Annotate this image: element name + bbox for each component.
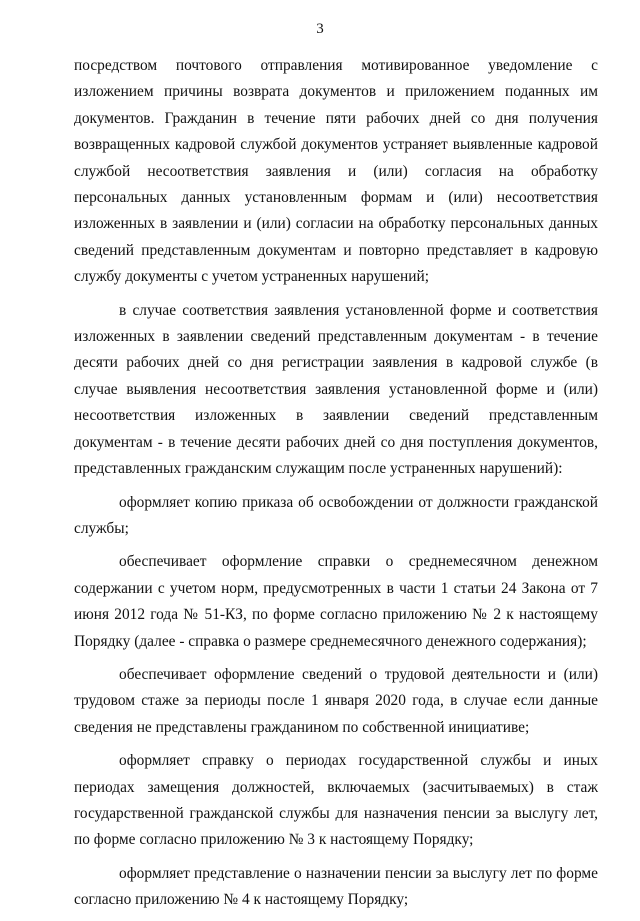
paragraph-service-periods-certificate: оформляет справку о периодах государственной службы и иных периодах замещения должностей, включаемых (засчитываемых) в стаж государственной гражданской службы для назначения пенсии за выслугу лет, по форме согласно приложению № 3 к настоящему Порядку; (74, 752, 598, 849)
paragraph-dismissal-order-copy: оформляет копию приказа об освобождении от должности гражданской службы; (74, 493, 598, 537)
document-body (74, 53, 598, 921)
paragraph-conformity-case: в случае соответствия заявления установленной форме и соответствия изложенных в заявлении сведений представленным документам - в течение десяти рабочих дней со дня регистрации заявления в кадровой службе (в случае выявления несоответствия заявления установленной форме и (или) несоответствия изложенных в заявлении сведений представленным документам - в течение десяти рабочих дней со дня поступления документов, представленных гражданским служащим после устраненных нарушений): (74, 301, 598, 478)
page-number: 3 (316, 21, 324, 37)
paragraph-pension-submission: оформляет представление о назначении пенсии за выслугу лет по форме согласно приложению № 4 к настоящему Порядку; (74, 864, 598, 909)
paragraph-work-history: обеспечивает оформление сведений о трудовой деятельности и (или) трудовом стаже за периоды после 1 января 2020 года, в случае если данные сведения не представлены гражданином по собственной инициативе; (74, 665, 598, 736)
paragraph-salary-certificate: обеспечивает оформление справки о среднемесячном денежном содержании с учетом норм, предусмотренных в части 1 статьи 24 Закона от 7 июня 2012 года № 51-КЗ, по форме согласно приложению № 2 к настоящему Порядку (далее - справка о размере среднемесячного денежного содержания); (74, 553, 598, 650)
paragraph-continuation: посредством почтового отправления мотивированное уведомление с изложением причины возврата документов и приложением поданных им документов. Гражданин в течение пяти рабочих дней со дня получения возвращенных кадровой службой документов устраняет выявленные кадровой службой несоответствия заявления и (или) согласия на обработку персональных данных установленным формам и (или) несоответствия изложенных в заявлении и (или) согласии на обработку персональных данных сведений представленным документам и повторно представляет в кадровую службу документы с учетом устраненных нарушений; (74, 57, 598, 286)
